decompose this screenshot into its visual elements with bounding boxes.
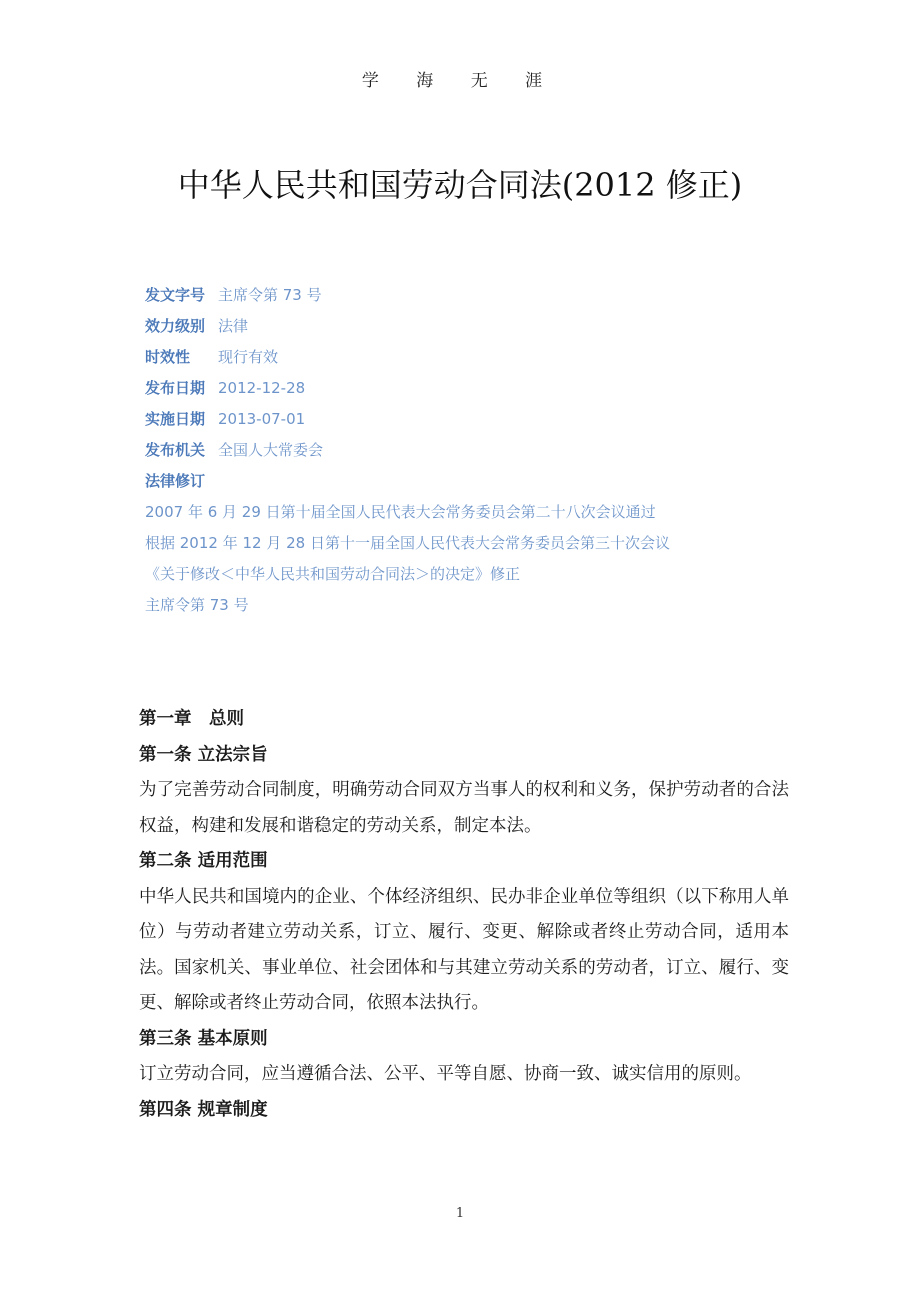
meta-label: 实施日期 xyxy=(145,410,206,428)
meta-row-effective-date xyxy=(145,404,785,435)
article-text: 订立劳动合同，应当遵循合法、公平、平等自愿、协商一致、诚实信用的原则。 xyxy=(139,1064,752,1084)
article-heading: 第二条 适用范围 xyxy=(139,851,268,871)
meta-row-doc-number xyxy=(145,280,785,311)
document-body xyxy=(139,702,789,1128)
meta-value: 2013-07-01 xyxy=(218,410,306,428)
article-heading: 第四条 规章制度 xyxy=(139,1099,268,1120)
meta-label: 发文字号 xyxy=(145,286,206,304)
meta-row-validity xyxy=(145,342,785,373)
document-metadata xyxy=(145,280,785,621)
page-number: 1 xyxy=(455,1206,465,1221)
meta-label: 发布机关 xyxy=(145,441,206,459)
meta-value: 法律 xyxy=(218,317,249,335)
meta-row-effect-level xyxy=(145,311,785,342)
page-header: 学 海 无 涯 xyxy=(361,71,559,91)
meta-value: 现行有效 xyxy=(218,348,279,366)
article-heading: 第三条 基本原则 xyxy=(139,1028,268,1049)
article-heading: 第一条 立法宗旨 xyxy=(139,744,268,765)
meta-label: 发布日期 xyxy=(145,379,206,397)
meta-value: 全国人大常委会 xyxy=(218,441,324,459)
meta-row-revision xyxy=(145,466,785,497)
chapter-heading: 第一章 总则 xyxy=(139,709,244,729)
meta-row-issuer xyxy=(145,435,785,466)
revision-line: 主席令第 73 号 xyxy=(145,596,249,614)
meta-label: 效力级别 xyxy=(145,317,206,335)
meta-value: 主席令第 73 号 xyxy=(218,286,322,304)
document-title: 中华人民共和国劳动合同法(2012 修正) xyxy=(177,166,743,204)
revision-line: 2007 年 6 月 29 日第十届全国人民代表大会常务委员会第二十八次会议通过 xyxy=(145,503,656,521)
revision-line: 根据 2012 年 12 月 28 日第十一届全国人民代表大会常务委员会第三十次会议 xyxy=(145,534,670,552)
meta-label: 时效性 xyxy=(145,348,191,366)
meta-value: 2012-12-28 xyxy=(218,379,306,397)
meta-label: 法律修订 xyxy=(145,472,206,490)
revision-line: 《关于修改＜中华人民共和国劳动合同法＞的决定》修正 xyxy=(145,565,521,583)
article-text: 中华人民共和国境内的企业、个体经济组织、民办非企业单位等组织（以下称用人单位）与劳动者建立劳动关系，订立、履行、变更、解除或者终止劳动合同，适用本法。国家机关、事业单位、社会团体和与其建立劳动关系的劳动者，订立、履行、变更、解除或者终止劳动合同，依照本法执行。 xyxy=(139,886,789,1013)
article-text: 为了完善劳动合同制度，明确劳动合同双方当事人的权利和义务，保护劳动者的合法权益，构建和发展和谐稳定的劳动关系，制定本法。 xyxy=(139,780,789,836)
meta-row-publish-date xyxy=(145,373,785,404)
